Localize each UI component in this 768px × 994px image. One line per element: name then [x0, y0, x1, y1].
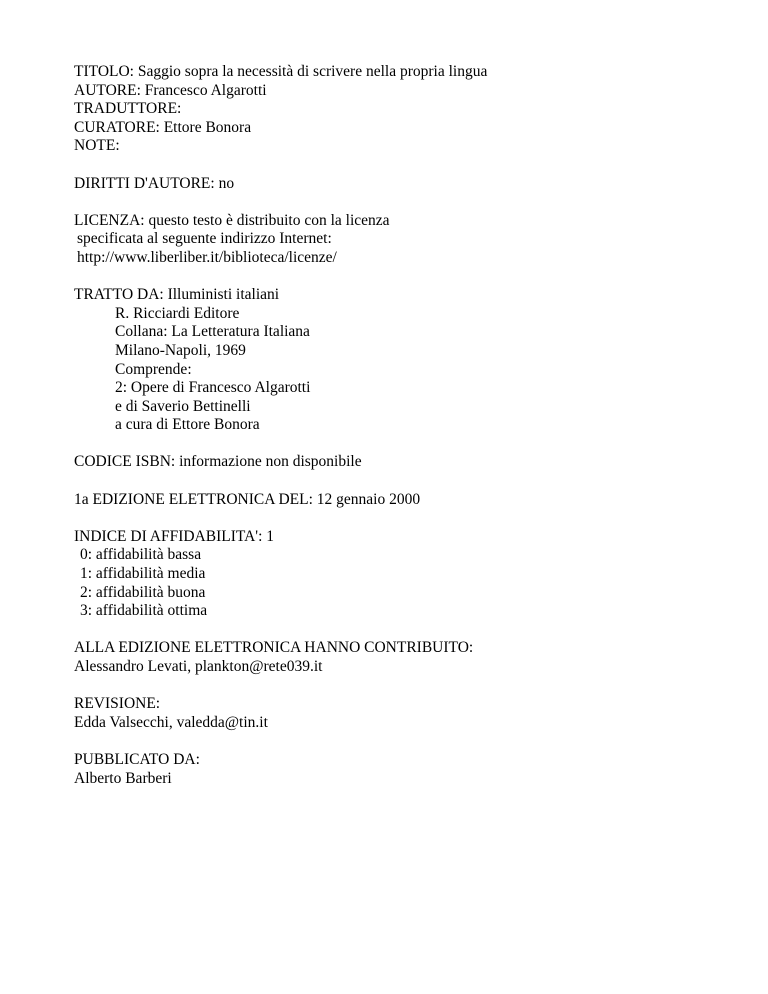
source-volume-cont: e di Saverio Bettinelli: [115, 397, 251, 415]
contributors-block: [74, 639, 734, 676]
reliability-block: [74, 528, 734, 621]
translator-line: TRADUTTORE:: [74, 100, 182, 118]
reliability-level-3: 3: affidabilità ottima: [80, 602, 208, 620]
license-line-1: LICENZA: questo testo è distribuito con la licenza: [74, 211, 390, 229]
license-line-2: specificata al seguente indirizzo Internet:: [77, 230, 332, 248]
source-volume: 2: Opere di Francesco Algarotti: [115, 379, 311, 397]
edition-line: 1a EDIZIONE ELETTRONICA DEL: 12 gennaio 2000: [74, 490, 421, 508]
published-by-value: Alberto Barberi: [74, 769, 172, 787]
reliability-label: INDICE DI AFFIDABILITA': 1: [74, 527, 275, 545]
document-page: [74, 63, 734, 807]
edition-block: [74, 491, 734, 510]
source-place-year: Milano-Napoli, 1969: [115, 341, 246, 359]
source-series: Collana: La Letteratura Italiana: [115, 323, 310, 341]
published-by-label: PUBBLICATO DA:: [74, 750, 200, 768]
revision-label: REVISIONE:: [74, 695, 161, 713]
source-block: [74, 286, 734, 435]
revision-value: Edda Valsecchi, valedda@tin.it: [74, 713, 268, 731]
contributors-value: Alessandro Levati, plankton@rete039.it: [74, 658, 323, 675]
revision-block: [74, 695, 734, 732]
source-publisher: R. Ricciardi Editore: [115, 304, 240, 322]
copyright-block: [74, 175, 734, 194]
reliability-level-1: 1: affidabilità media: [80, 565, 206, 583]
source-label: TRATTO DA: Illuministi italiani: [74, 286, 280, 304]
editor-line: CURATORE: Ettore Bonora: [74, 118, 252, 136]
license-url: http://www.liberliber.it/biblioteca/licenze/: [77, 248, 337, 266]
source-includes: Comprende:: [115, 360, 192, 378]
reliability-level-2: 2: affidabilità buona: [80, 583, 206, 601]
license-block: [74, 212, 734, 268]
contributors-label: ALLA EDIZIONE ELETTRONICA HANNO CONTRIBUITO:: [74, 639, 474, 657]
author-line: AUTORE: Francesco Algarotti: [74, 81, 267, 99]
isbn-block: [74, 453, 734, 472]
copyright-line: DIRITTI D'AUTORE: no: [74, 174, 235, 192]
notes-line: NOTE:: [74, 137, 120, 155]
reliability-level-0: 0: affidabilità bassa: [80, 546, 202, 564]
title-line: TITOLO: Saggio sopra la necessità di scrivere nella propria lingua: [74, 63, 488, 80]
isbn-line: CODICE ISBN: informazione non disponibile: [74, 453, 362, 471]
source-curator: a cura di Ettore Bonora: [115, 416, 260, 434]
metadata-header-block: [74, 63, 734, 156]
published-by-block: [74, 751, 734, 788]
